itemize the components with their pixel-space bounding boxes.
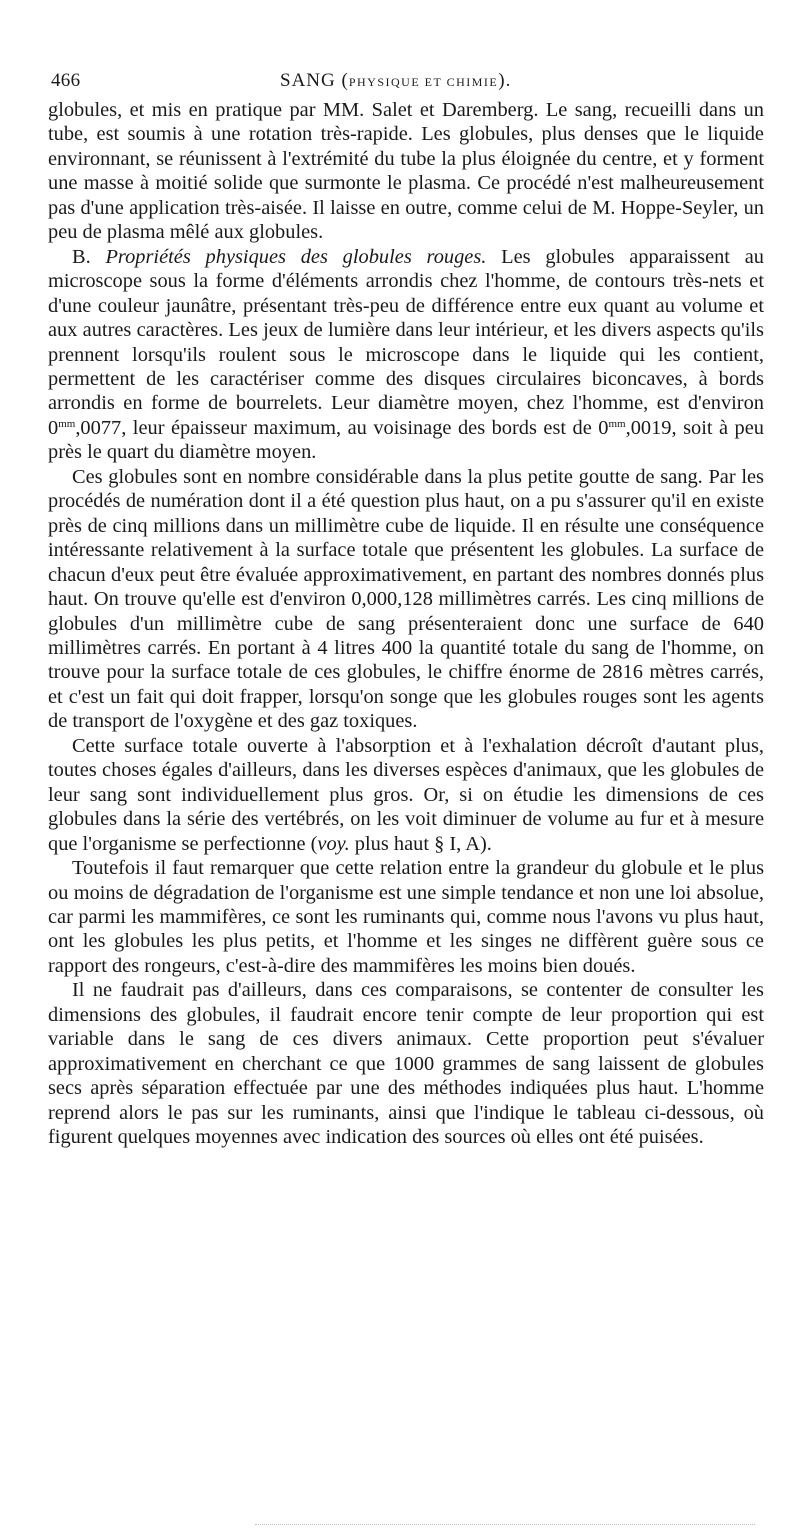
- body-text: [48, 98, 764, 1149]
- book-page: [48, 66, 764, 1149]
- paragraph-text: Les globules apparaissent au microscope sous la forme d'éléments arrondis chez l'homme, de contours très-nets et d'une couleur jaunâtre, présentant très-peu de différence entre eux quant au volume et aux autres caractères. Les jeux de lumière dans leur intérieur, et les divers aspects qu'ils prennent lorsqu'ils roulent sous le microscope dans le liquide qui les contient, permettent de les caractériser comme des disques circulaires biconcaves, à bords arrondis en forme de bourrelets. Leur diamètre moyen, chez l'homme, est d'environ 0: [48, 245, 764, 439]
- paragraph-text: Cette surface totale ouverte à l'absorption et à l'exhalation décroît d'autant plus, toutes choses égales d'ailleurs, dans les diverses espèces d'animaux, que les globules de leur sang sont individuellement plus gros. Or, si on étudie les dimensions de ces globules dans la série des vertébrés, on les voit diminuer de volume au fur et à mesure que l'organisme se perfectionne (: [48, 734, 764, 855]
- running-title: [280, 70, 511, 92]
- paragraph-text: plus haut § I, A).: [349, 832, 492, 855]
- running-title-smallcaps: PHYSIQUE ET CHIMIE: [348, 75, 499, 89]
- paragraph-relation: Toutefois il faut remarquer que cette relation entre la grandeur du globule et le plus ou moins de dégradation de l'organisme est une simple tendance et non une loi absolue, car parmi les mammifères, ce sont les ruminants qui, comme nous l'avons vu plus haut, ont les globules les plus petits, et l'homme et les singes ne diffèrent guère sous ce rapport des rongeurs, c'est-à-dire des mammifères les moins bien doués.: [48, 857, 764, 977]
- page-number: 466: [51, 70, 81, 91]
- page-bottom-rule: [255, 1524, 755, 1529]
- unit-superscript: mm: [608, 417, 626, 430]
- paragraph-surface: [48, 734, 764, 856]
- paragraph-globule-count: Ces globules sont en nombre considérable dans la plus petite goutte de sang. Par les procédés de numération dont il a été question plus haut, on a pu s'assurer qu'il en existe près de cinq millions dans un millimètre cube de liquide. Il en résulte une conséquence intéressante relativement à la surface totale que présentent les globules. La surface de chacun d'eux peut être évaluée approximativement, en partant des nombres donnés plus haut. On trouve qu'elle est d'environ 0,000,128 millimètres carrés. Les cinq millions de globules d'un millimètre cube de sang présenteraient donc une surface de 640 millimètres carrés. En portant à 4 litres 400 la quantité totale du sang de l'homme, on trouve pour la surface totale de ces globules, le chiffre énorme de 2816 mètres carrés, et c'est un fait qui doit frapper, lorsqu'on songe que les globules rouges sont les agents de transport de l'oxygène et des gaz toxiques.: [48, 465, 764, 733]
- paragraph-continuation: globules, et mis en pratique par MM. Salet et Daremberg. Le sang, recueilli dans un tube, est soumis à une rotation très-rapide. Les globules, plus denses que le liquide environnant, se réunissent à l'extrémité du tube la plus éloignée du centre, et y forment une masse à moitié solide que surmonte le plasma. Ce procédé n'est malheureusement pas d'une application très-aisée. Il laisse en outre, comme celui de M. Hoppe-Seyler, un peu de plasma mêlé aux globules.: [48, 99, 764, 244]
- reference-voy: voy.: [317, 832, 350, 855]
- paragraph-comparison: Il ne faudrait pas d'ailleurs, dans ces comparaisons, se contenter de consulter les dimensions des globules, il faudrait encore tenir compte de leur proportion qui est variable dans le sang de ces divers animaux. Cette proportion peut s'évaluer approximativement en cherchant ce que 1000 grammes de sang laissent de globules secs après séparation effectuée par une des méthodes indiquées plus haut. L'homme reprend alors le pas sur les ruminants, ainsi que l'indique le tableau ci-dessous, où figurent quelques moyennes avec indication des sources où elles ont été puisées.: [48, 979, 764, 1149]
- unit-superscript: mm: [58, 417, 76, 430]
- section-label: B.: [72, 245, 91, 268]
- running-head: [48, 66, 764, 98]
- paragraph-text: ,0019, soit à peu près le quart du diamètre moyen.: [48, 416, 764, 464]
- running-title-main: SANG (: [280, 70, 349, 91]
- section-heading: Propriétés physiques des globules rouges.: [105, 245, 487, 268]
- paragraph-section-b: [48, 245, 764, 465]
- running-title-close: ).: [498, 70, 512, 91]
- paragraph-text: ,0077, leur épaisseur maximum, au voisinage des bords est de 0: [75, 416, 609, 439]
